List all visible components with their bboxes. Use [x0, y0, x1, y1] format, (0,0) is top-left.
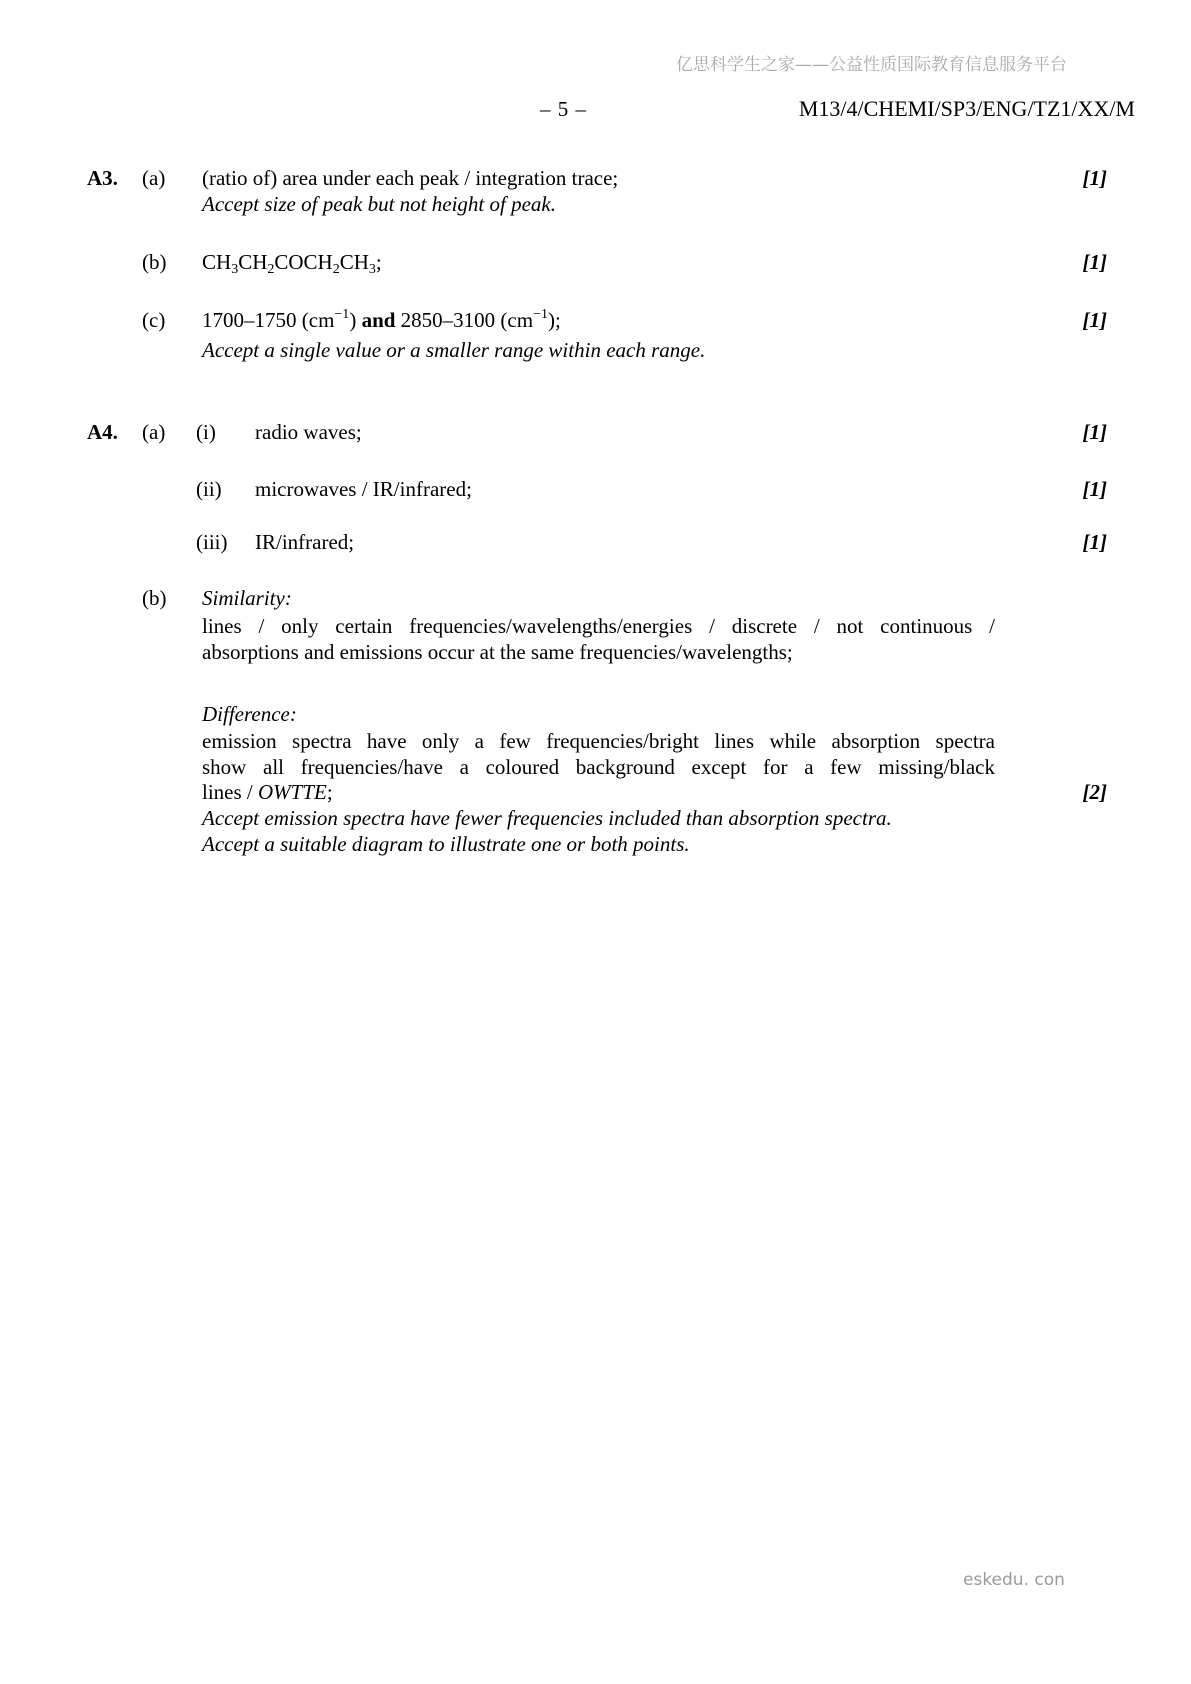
a4aii-answer-row — [0, 477, 1191, 504]
range-segment: 2850–3100 (cm — [395, 308, 534, 332]
owtte-abbrev: OWTTE — [258, 780, 327, 804]
examiner-note-a3c: Accept a single value or a smaller range within each range. — [202, 338, 706, 362]
item-label-a4aii: (ii) — [196, 477, 222, 501]
formula-subscript: 3 — [368, 262, 376, 277]
formula-subscript: 3 — [231, 262, 239, 277]
difference-line-2: show all frequencies/have a coloured background except for a few missing/black — [202, 755, 995, 779]
answer-text-a4aiii: IR/infrared; — [255, 530, 355, 554]
question-number-a4: A4. — [87, 420, 118, 444]
superscript: −1 — [334, 307, 350, 322]
item-label-a4aiii: (iii) — [196, 530, 228, 554]
formula-segment: COCH — [274, 250, 333, 274]
text-segment: ; — [326, 780, 333, 804]
text-segment: lines / — [202, 780, 258, 804]
similarity-line-2: absorptions and emissions occur at the same frequencies/wavelengths; — [202, 640, 793, 664]
formula-segment: CH — [238, 250, 268, 274]
page-number: – 5 – — [540, 97, 587, 121]
footer-watermark: eskedu. con — [963, 1570, 1065, 1590]
range-segment: ); — [547, 308, 561, 332]
item-label-a4ai: (i) — [196, 420, 216, 444]
part-label-a3b: (b) — [142, 250, 167, 274]
part-label-a4b: (b) — [142, 586, 167, 610]
answer-text-a4aii: microwaves / IR/infrared; — [255, 477, 472, 501]
and-word: and — [361, 308, 396, 332]
part-label-a4a: (a) — [142, 420, 166, 444]
mark-a4aii: [1] — [1082, 477, 1107, 501]
mark-a4ai: [1] — [1082, 420, 1107, 444]
mark-a4b: [2] — [1082, 780, 1107, 804]
paper-code: M13/4/CHEMI/SP3/ENG/TZ1/XX/M — [798, 96, 1135, 121]
examiner-note-a4b-2: Accept a suitable diagram to illustrate one or both points. — [202, 832, 690, 856]
difference-line-1: emission spectra have only a few frequencies/bright lines while absorption spectra — [202, 729, 995, 753]
mark-a3a: [1] — [1082, 166, 1107, 190]
mark-a4aiii: [1] — [1082, 530, 1107, 554]
examiner-note-a3a: Accept size of peak but not height of peak. — [202, 192, 556, 216]
difference-line-3 — [202, 780, 333, 805]
formula-a3b — [202, 250, 382, 275]
answer-text-a3a: (ratio of) area under each peak / integration trace; — [202, 166, 619, 190]
formula-segment: ; — [375, 250, 382, 274]
similarity-heading: Similarity: — [202, 586, 292, 610]
question-number-a3: A3. — [87, 166, 118, 190]
a4b-note-row-2 — [0, 832, 1191, 859]
a3b-answer-row — [0, 250, 1191, 277]
difference-heading: Difference: — [202, 702, 297, 726]
mark-a3b: [1] — [1082, 250, 1107, 274]
part-label-a3a: (a) — [142, 166, 166, 190]
formula-subscript: 2 — [267, 262, 275, 277]
range-segment: ) — [349, 308, 362, 332]
a4b-difference-heading-row — [0, 702, 1191, 729]
a3a-answer-row — [0, 166, 1191, 193]
a3c-answer-row — [0, 308, 1191, 335]
header-watermark: 亿思科学生之家——公益性质国际教育信息服务平台 — [676, 55, 1067, 75]
part-label-a3c: (c) — [142, 308, 166, 332]
a4b-note-row-1 — [0, 806, 1191, 833]
a4ai-answer-row — [0, 420, 1191, 447]
answer-text-a4ai: radio waves; — [255, 420, 362, 444]
a4b-similarity-heading-row — [0, 586, 1191, 613]
examiner-note-a4b-1: Accept emission spectra have fewer frequencies included than absorption spectra. — [202, 806, 892, 830]
mark-a3c: [1] — [1082, 308, 1107, 332]
answer-text-a3c — [202, 308, 561, 333]
a4aiii-answer-row — [0, 530, 1191, 557]
a3c-note-row — [0, 338, 1191, 365]
difference-line-3-row — [0, 780, 1191, 807]
range-segment: 1700–1750 (cm — [202, 308, 335, 332]
superscript: −1 — [533, 307, 548, 322]
similarity-line-1: lines / only certain frequencies/wavelengths/energies / discrete / not continuous / — [202, 614, 995, 638]
formula-segment: CH — [339, 250, 369, 274]
a3a-note-row — [0, 192, 1191, 219]
formula-segment: CH — [202, 250, 232, 274]
formula-subscript: 2 — [332, 262, 340, 277]
